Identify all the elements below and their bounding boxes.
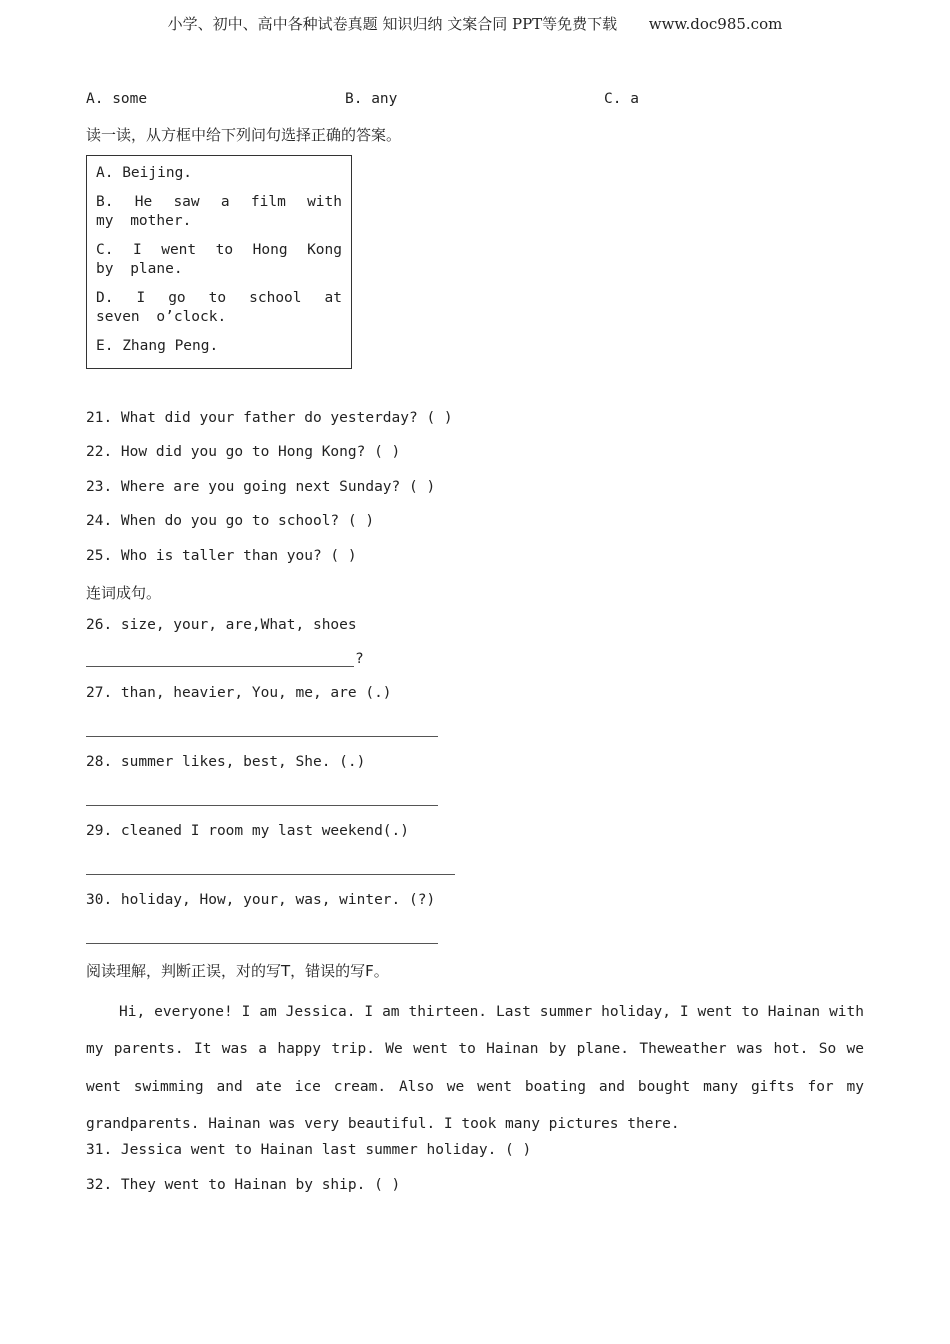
option-b: B. any: [345, 91, 398, 107]
answer-line-30: [86, 943, 438, 944]
box-item-d: D. I go to school at seven o’clock.: [96, 290, 342, 325]
match-instruction: 读一读，从方框中给下列问句选择正确的答案。: [86, 126, 402, 144]
question-24: 24. When do you go to school? ( ): [86, 513, 375, 529]
answer-line-29: [86, 874, 455, 875]
question-23: 23. Where are you going next Sunday? ( ): [86, 479, 436, 495]
reading-passage: [86, 994, 864, 1143]
reading-instruction: 阅读理解，判断正误，对的写T，错误的写F。: [86, 962, 389, 980]
question-26: 26. size, your, are,What, shoes: [86, 617, 357, 633]
header-promo-text: 小学、初中、高中各种试卷真题 知识归纳 文案合同 PPT等免费下载: [167, 15, 618, 33]
option-c: C. a: [604, 91, 639, 107]
box-item-b: B. He saw a film with my mother.: [96, 194, 342, 229]
header-website[interactable]: www.doc985.com: [648, 15, 783, 33]
question-30: 30. holiday, How, your, was, winter. (?): [86, 892, 436, 908]
question-32: 32. They went to Hainan by ship. ( ): [86, 1177, 401, 1193]
box-item-e: E. Zhang Peng.: [96, 338, 219, 354]
question-31: 31. Jessica went to Hainan last summer holiday. ( ): [86, 1142, 532, 1158]
answer-line-27: [86, 736, 438, 737]
answer-box: [86, 155, 352, 369]
order-instruction: 连词成句。: [86, 584, 162, 602]
question-22: 22. How did you go to Hong Kong? ( ): [86, 444, 401, 460]
answer-line-26: [86, 666, 354, 667]
question-27: 27. than, heavier, You, me, are (.): [86, 685, 392, 701]
question-21: 21. What did your father do yesterday? ( ): [86, 410, 453, 426]
question-28: 28. summer likes, best, She. (.): [86, 754, 366, 770]
answer-line-28: [86, 805, 438, 806]
option-a: A. some: [86, 91, 148, 107]
question-29: 29. cleaned I room my last weekend(.): [86, 823, 410, 839]
question-25: 25. Who is taller than you? ( ): [86, 548, 357, 564]
reading-passage-text: Hi, everyone! I am Jessica. I am thirteen. Last summer holiday, I went to Hainan with my parents. It was a happy trip. We went to Hainan by plane. Theweather was hot. So we went swimming and ate ice cream. Also we went boating and bought many gifts for my grandparents. Hainan was very beautiful. I took many pictures there.: [86, 1004, 864, 1132]
question-26-end-mark: ?: [355, 651, 364, 667]
box-item-c: C. I went to Hong Kong by plane.: [96, 242, 342, 277]
page-header: [0, 13, 950, 34]
box-item-a: A. Beijing.: [96, 165, 193, 181]
